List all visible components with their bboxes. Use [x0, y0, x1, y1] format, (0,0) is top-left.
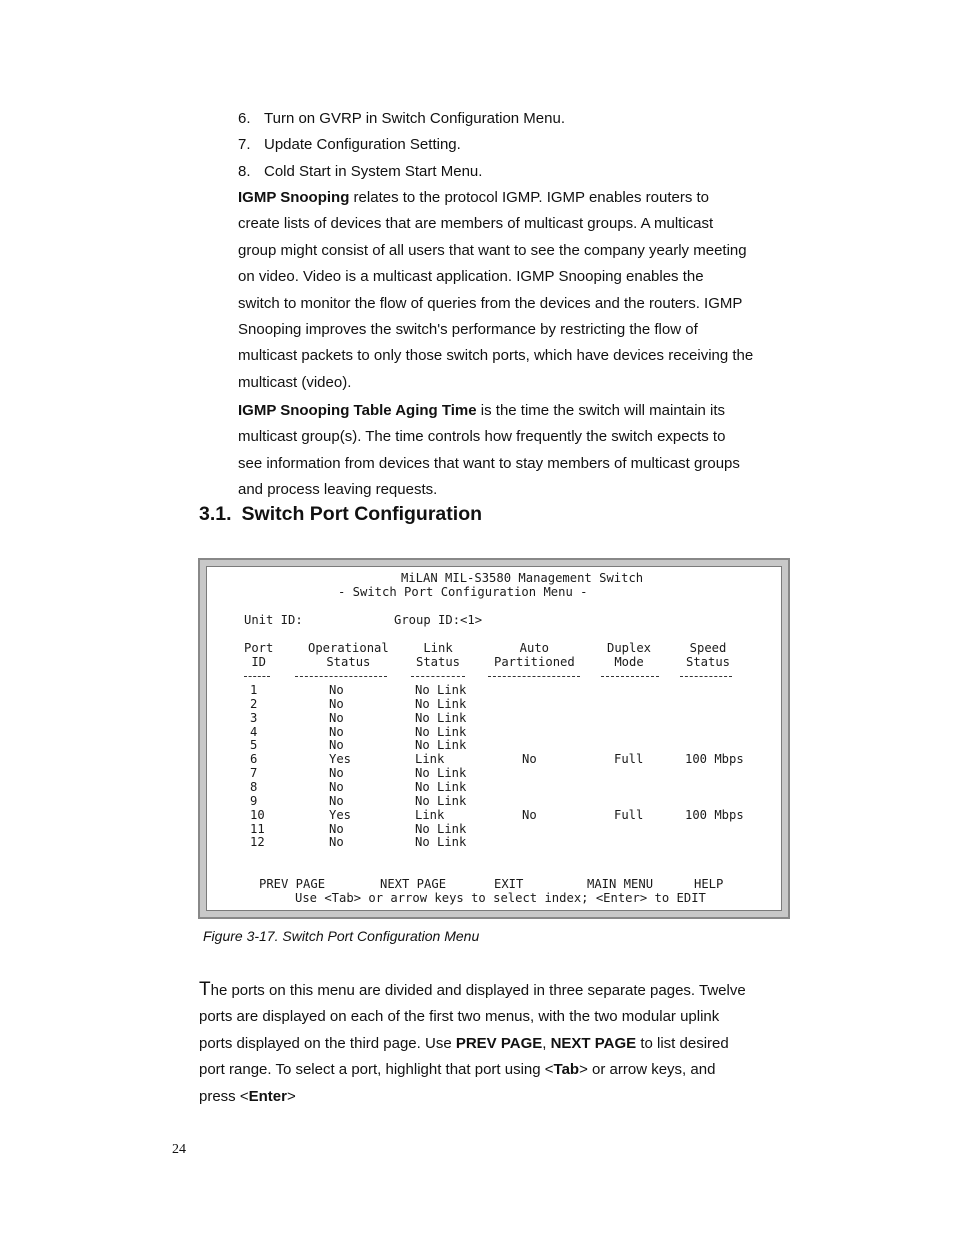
link-status-cell: No Link — [415, 724, 467, 739]
port-id-cell: 4 — [250, 724, 258, 739]
auto-partitioned-cell: No — [522, 807, 537, 822]
col-header-link: Link Status — [416, 641, 461, 669]
body-line: to list desired — [636, 1034, 729, 1052]
link-status-cell: No Link — [415, 779, 467, 794]
operational-status-cell: No — [329, 821, 344, 836]
list-text: Turn on GVRP in Switch Configuration Menu. — [264, 110, 565, 127]
igmp-line: on video. Video is a multicast application. IGMP Snooping enables the — [238, 268, 704, 286]
header-divider — [244, 676, 270, 678]
port-id-cell: 8 — [250, 779, 258, 794]
aging-line: and process leaving requests. — [238, 481, 438, 499]
igmp-term: IGMP Snooping — [238, 189, 350, 206]
link-status-cell: No Link — [415, 766, 467, 781]
igmp-line: relates to the protocol IGMP. IGMP enables routers to — [349, 189, 710, 206]
igmp-paragraph — [238, 185, 753, 396]
body-line: he ports on this menu are divided and displayed in three separate pages. Twelve — [210, 982, 746, 999]
port-id-cell: 10 — [250, 807, 265, 822]
link-status-cell: No Link — [415, 835, 467, 850]
port-id-cell: 9 — [250, 793, 258, 808]
list-number: 8. — [238, 163, 251, 180]
body-line: ports are displayed on each of the first two menus, with the two modular uplink — [199, 1008, 720, 1026]
body-comma: , — [542, 1034, 551, 1052]
aging-line: multicast group(s). The time controls how frequently the switch expects to — [238, 428, 726, 446]
terminal-screenshot — [198, 558, 790, 919]
prev-page-term: PREV PAGE — [455, 1034, 543, 1052]
col-header-duplex: Duplex Mode — [607, 641, 652, 669]
header-divider — [601, 676, 659, 678]
section-title: Switch Port Configuration — [241, 503, 483, 525]
igmp-line: create lists of devices that are members of multicast groups. A multicast — [238, 215, 714, 233]
header-divider — [680, 676, 732, 678]
body-paragraph — [199, 977, 746, 1110]
port-id-cell: 3 — [250, 710, 258, 725]
help-button[interactable]: HELP — [694, 877, 724, 891]
aging-term: IGMP Snooping Table Aging Time — [238, 402, 477, 419]
terminal-hint: Use <Tab> or arrow keys to select index; <Enter> to EDIT — [295, 891, 706, 905]
body-line: ports displayed on the third page. Use — [199, 1034, 456, 1052]
link-status-cell: No Link — [415, 683, 467, 697]
port-id-cell: 2 — [250, 696, 258, 711]
operational-status-cell: No — [329, 683, 344, 697]
header-divider — [295, 676, 387, 678]
list-item — [238, 110, 565, 127]
link-status-cell: No Link — [415, 738, 467, 753]
link-status-cell: Link — [415, 752, 445, 767]
section-heading — [199, 503, 482, 526]
duplex-mode-cell: Full — [614, 752, 644, 767]
list-item — [238, 163, 482, 180]
list-text: Update Configuration Setting. — [264, 136, 461, 153]
port-id-cell: 7 — [250, 766, 258, 781]
port-id-cell: 11 — [250, 821, 265, 836]
header-divider — [488, 676, 580, 678]
tab-key: Tab — [553, 1061, 580, 1079]
link-status-cell: Link — [415, 807, 445, 822]
aging-line: see information from devices that want to stay members of multicast groups — [238, 454, 740, 472]
operational-status-cell: No — [329, 738, 344, 753]
port-id-cell: 1 — [250, 683, 258, 697]
link-status-cell: No Link — [415, 821, 467, 836]
link-status-cell: No Link — [415, 793, 467, 808]
next-page-button[interactable]: NEXT PAGE — [380, 877, 447, 891]
list-number: 7. — [238, 136, 251, 153]
port-id-cell: 6 — [250, 752, 258, 767]
next-page-term: NEXT PAGE — [550, 1034, 637, 1052]
link-status-cell: No Link — [415, 710, 467, 725]
list-text: Cold Start in System Start Menu. — [264, 163, 483, 180]
body-line: port range. To select a port, highlight that port using < — [199, 1061, 554, 1079]
col-header-auto: Auto Partitioned — [494, 641, 575, 669]
aging-paragraph — [238, 398, 740, 504]
auto-partitioned-cell: No — [522, 752, 537, 767]
main-menu-button[interactable]: MAIN MENU — [587, 877, 654, 891]
enter-key: Enter — [248, 1087, 287, 1105]
duplex-mode-cell: Full — [614, 807, 644, 822]
exit-button[interactable]: EXIT — [494, 877, 524, 891]
speed-status-cell: 100 Mbps — [685, 752, 744, 767]
operational-status-cell: No — [329, 766, 344, 781]
operational-status-cell: Yes — [329, 807, 352, 822]
speed-status-cell: 100 Mbps — [685, 807, 744, 822]
link-status-cell: No Link — [415, 696, 467, 711]
terminal-subtitle: - Switch Port Configuration Menu - — [338, 585, 588, 599]
header-divider — [411, 676, 465, 678]
group-id-label: Group ID:<1> — [394, 613, 483, 627]
operational-status-cell: No — [329, 793, 344, 808]
drop-cap: T — [199, 979, 211, 1000]
operational-status-cell: No — [329, 835, 344, 850]
operational-status-cell: No — [329, 779, 344, 794]
port-id-cell: 12 — [250, 835, 265, 850]
aging-line: is the time the switch will maintain its — [476, 402, 726, 419]
body-line: > or arrow keys, and — [579, 1061, 716, 1079]
terminal-screen — [206, 566, 782, 911]
operational-status-cell: No — [329, 710, 344, 725]
port-id-cell: 5 — [250, 738, 258, 753]
figure-caption: Figure 3-17. Switch Port Configuration Menu — [203, 928, 480, 944]
col-header-operational: Operational Status — [308, 641, 389, 669]
col-header-speed: Speed Status — [686, 641, 731, 669]
list-number: 6. — [238, 110, 251, 127]
igmp-line: Snooping improves the switch's performance by restricting the flow of — [238, 321, 698, 339]
igmp-line: multicast packets to only those switch ports, which have devices receiving the — [238, 347, 754, 365]
igmp-line: group might consist of all users that want to see the company yearly meeting — [238, 241, 747, 259]
operational-status-cell: No — [329, 724, 344, 739]
igmp-line: switch to monitor the flow of queries from the devices and the routers. IGMP — [238, 294, 743, 312]
prev-page-button[interactable]: PREV PAGE — [259, 877, 326, 891]
col-header-port: Port ID — [244, 641, 274, 669]
body-line: press < — [199, 1087, 249, 1105]
operational-status-cell: Yes — [329, 752, 352, 767]
list-item — [238, 136, 461, 153]
page-number: 24 — [172, 1142, 186, 1157]
unit-id-label: Unit ID: — [244, 613, 303, 627]
section-number: 3.1. — [199, 503, 232, 525]
igmp-line: multicast (video). — [238, 373, 352, 391]
operational-status-cell: No — [329, 696, 344, 711]
body-line: > — [286, 1087, 296, 1105]
terminal-title: MiLAN MIL-S3580 Management Switch — [401, 571, 644, 585]
